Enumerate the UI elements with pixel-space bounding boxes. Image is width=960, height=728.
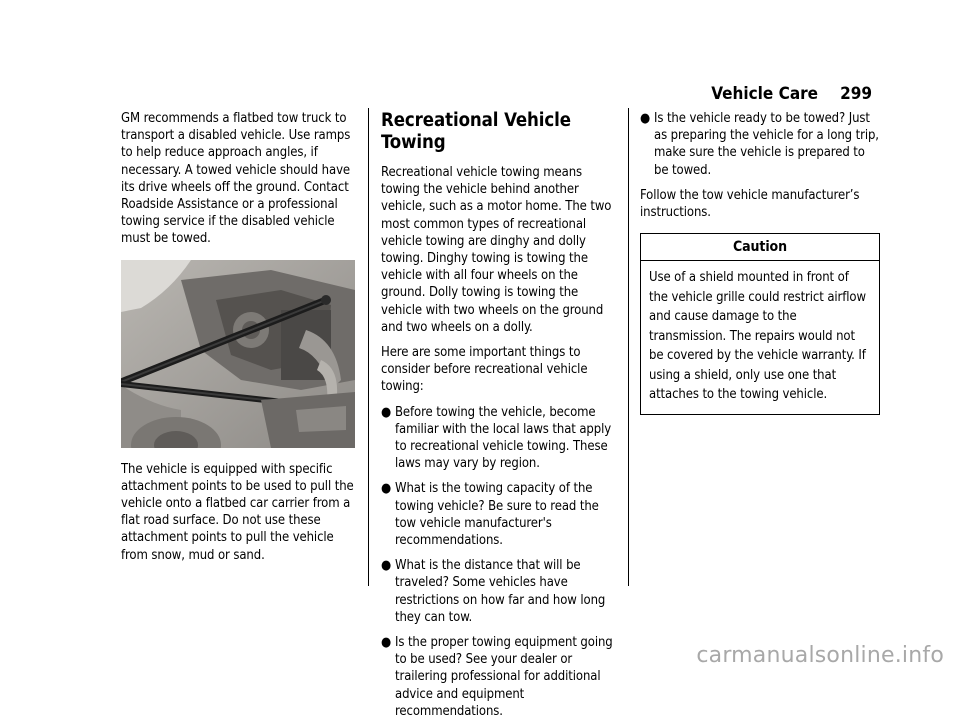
bullet-icon: ● xyxy=(381,635,392,651)
bullet-icon: ● xyxy=(381,558,392,574)
column-left xyxy=(121,110,359,572)
section-heading: Recreational Vehicle Towing xyxy=(381,110,571,153)
list-item: ● Before towing the vehicle, become familiar with the local laws that apply to recreational vehicle towing. These laws may vary by region. xyxy=(381,404,612,472)
bullet-icon: ● xyxy=(381,404,392,420)
bullet-list xyxy=(640,110,880,179)
section-title: Vehicle Care xyxy=(711,84,819,104)
caution-title: Caution xyxy=(641,234,879,261)
paragraph: Recreational vehicle towing means towing the vehicle behind another vehicle, such as a motor home. The two most common types of recreational vehicle towing are dinghy and dolly towing. Dinghy towing is towing the vehicle with all four wheels on the ground. Dolly towing is towing the vehicle with two wheels on the ground and two wheels on a dolly. xyxy=(381,165,612,335)
column-middle xyxy=(381,110,619,728)
bullet-icon: ● xyxy=(381,481,392,497)
bullet-list xyxy=(381,404,619,720)
watermark: carmanualsonline.info xyxy=(696,643,944,668)
caution-body: Use of a shield mounted in front of the vehicle grille could restrict airflow and cause damage to the transmission. The repairs would not be covered by the vehicle warranty. If using a shield, only use one that attaches to the towing vehicle. xyxy=(649,270,866,403)
tow-attachment-photo xyxy=(121,260,355,448)
paragraph: The vehicle is equipped with specific attachment points to be used to pull the vehicle onto a flatbed car carrier from a flat road surface. Do not use these attachment points to pull the vehicle from snow, mud or sand. xyxy=(121,461,354,563)
list-item: ● Is the vehicle ready to be towed? Just as preparing the vehicle for a long trip, make sure the vehicle is prepared to be towed. xyxy=(640,111,879,178)
running-header xyxy=(711,84,872,104)
caution-box xyxy=(640,233,880,415)
paragraph: Follow the tow vehicle manufacturer’s instructions. xyxy=(640,187,860,221)
paragraph: Here are some important things to consider before recreational vehicle towing: xyxy=(381,345,588,395)
bullet-icon: ● xyxy=(640,111,651,126)
column-divider xyxy=(628,108,629,586)
column-divider xyxy=(368,108,369,586)
list-item: ● What is the distance that will be traveled? Some vehicles have restrictions on how far and how long they can tow. xyxy=(381,558,606,625)
list-item: ● Is the proper towing equipment going to be used? See your dealer or trailering professional for additional advice and equipment recommendations. xyxy=(381,635,613,719)
column-right xyxy=(640,110,880,415)
page-number: 299 xyxy=(840,84,872,104)
paragraph: GM recommends a flatbed tow truck to transport a disabled vehicle. Use ramps to help reduce approach angles, if necessary. A towed vehicle should have its drive wheels off the ground. Contact Roadside Assistance or a professional towing service if the disabled vehicle must be towed. xyxy=(121,111,351,247)
list-item: ● What is the towing capacity of the towing vehicle? Be sure to read the tow vehicle manufacturer's recommendations. xyxy=(381,481,599,549)
